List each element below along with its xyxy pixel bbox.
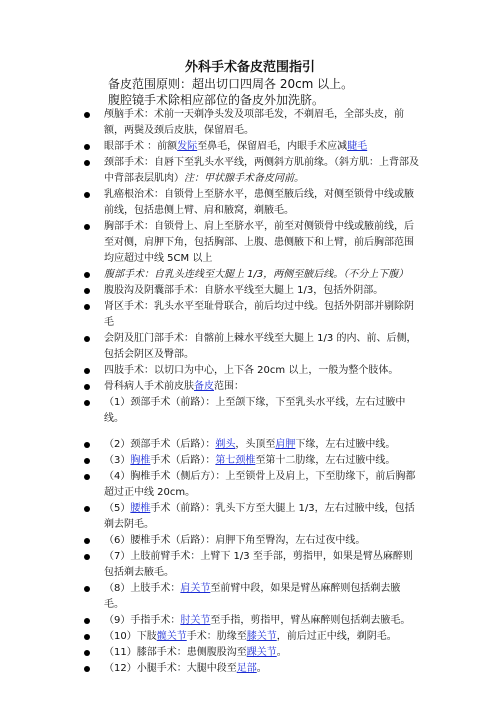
item-text: （11）膝部手术：患侧腹股沟至 [104, 647, 247, 658]
item-text: 四肢手术：以切口为中心，上下各 20cm 以上，一般为整个肢体。 [104, 365, 399, 376]
bullet-icon [84, 442, 90, 448]
bullet-icon [84, 336, 90, 342]
item-text: 下缘，左右过腋中线。 [295, 439, 396, 450]
item-text: 胸部手术：自锁骨上、肩上至脐水平，前至对侧锁骨中线或腋前线，后至对侧，肩胛下角，包括胸部、上腹、患侧腋下和上臂，前后胸部范围均应超过中线 5CM 以上 [104, 221, 414, 264]
item-text: （10）下肢 [104, 631, 157, 642]
item-text: 手术（后路）： [150, 455, 216, 466]
bullet-icon [84, 554, 90, 560]
bullet-icon [84, 586, 90, 592]
list-item [84, 549, 419, 581]
item-text: 会阴及肛门部手术：自髂前上棘水平线至大腿上 1/3 的内、前、后侧，包括会阴区及臀部。 [104, 333, 417, 360]
item-text: （8）上肢手术： [104, 583, 181, 594]
bullet-icon [84, 112, 90, 118]
item-text: 至第十二肋缘，左右过腋中线。 [255, 455, 396, 466]
item-text: 。 [276, 647, 287, 658]
list-item [84, 501, 419, 533]
glossary-link[interactable]: 发际 [177, 141, 198, 152]
item-text: 腹股沟及阴囊部手术：自脐水平线至大腿上 1/3，包括外阴部。 [104, 285, 384, 296]
bullet-icon [84, 144, 90, 150]
item-text: （4）胸椎手术（侧后方）：上至锁骨上及肩上，下至肋缘下，前后胸都超过正中线 20cm。 [104, 471, 416, 498]
item-text: ，头顶至 [235, 439, 276, 450]
list-item [84, 299, 419, 331]
bullet-icon [84, 506, 90, 512]
list-item [84, 139, 419, 155]
item-text: 眼部手术 ：前额 [104, 141, 178, 152]
list-item [84, 437, 419, 453]
list-item [84, 107, 419, 139]
list-item [84, 629, 419, 645]
item-text: 颅脑手术：术前一天剃净头发及项部毛发，不剃眉毛，全部头皮，前额，两鬓及颈后皮肤，保留眉毛。 [104, 109, 404, 136]
item-text: （3） [104, 455, 131, 466]
bullet-icon [84, 650, 90, 656]
intro-laparoscopy: 腹腔镜手术除相应部位的备皮外加洗脐。 [108, 93, 325, 107]
glossary-link[interactable]: 睫毛 [347, 141, 368, 152]
item-text: （1）颈部手术（前路）：上至颌下缘，下至乳头水平线，左右过腋中线。 [104, 397, 406, 424]
list-item [84, 379, 419, 395]
bullet-icon [84, 192, 90, 198]
list-item [84, 661, 419, 677]
bullet-icon [84, 368, 90, 374]
document-title: 外科手术备皮范围指引 [184, 60, 315, 75]
list-item [84, 363, 419, 379]
item-text: 肾区手术：乳头水平至耻骨联合，前后均过中线。包括外阴部并剔除阴毛 [104, 301, 414, 328]
prep-range-list [84, 107, 419, 677]
item-text: （9）手指手术： [104, 615, 181, 626]
glossary-link[interactable]: 髋关节 [156, 631, 187, 642]
list-item [84, 533, 419, 549]
glossary-link[interactable]: 第七颈椎 [215, 455, 256, 466]
item-text: （5） [104, 503, 131, 514]
item-text: 颈部手术：自唇下至乳头水平线，两侧斜方肌前缘。（斜方肌：上背部及中背部表层肌肉） [104, 157, 419, 184]
bullet-icon [84, 458, 90, 464]
list-item [84, 155, 419, 187]
list-item [84, 645, 419, 661]
bullet-icon [84, 538, 90, 544]
item-text: 范围： [214, 381, 244, 392]
item-text: 。 [256, 663, 267, 674]
glossary-link[interactable]: 备皮 [194, 381, 214, 392]
intro-principle: 备皮范围原则：超出切口四周各 20cm 以上。 [108, 77, 354, 91]
bullet-icon [84, 400, 90, 406]
list-item [84, 469, 419, 501]
item-text: （7）上肢前臂手术：上臂下 1/3 至手部，剪指甲，如果是臂丛麻醉则包括剃去腋毛。 [104, 551, 413, 578]
list-item [84, 267, 419, 283]
bullet-icon [84, 634, 90, 640]
bullet-icon [84, 618, 90, 624]
item-text: 乳癌根治术：自锁骨上至脐水平，患侧至腋后线，对侧至锁骨中线或腋前线，包括患侧上臂、肩和腋窝，剃腋毛。 [104, 189, 414, 216]
bullet-icon [84, 474, 90, 480]
item-text: 至手指，剪指甲，臂丛麻醉则包括剃去腋毛。 [210, 615, 411, 626]
bullet-icon [84, 288, 90, 294]
list-item [84, 187, 419, 219]
bullet-icon [84, 666, 90, 672]
item-text: 注：甲状腺手术备皮同前。 [184, 173, 304, 184]
item-text: （6）腰椎手术（后路）：肩胛下角至臀沟，左右过夜中线。 [104, 535, 366, 546]
item-text: ，前后过正中线，剃阴毛。 [276, 631, 397, 642]
glossary-link[interactable]: 肩关节 [180, 583, 211, 594]
list-item [84, 395, 419, 427]
glossary-link[interactable]: 踝关节 [246, 647, 277, 658]
item-text: 至前臂中段，如果是臂丛麻醉则包括剃去腋毛。 [104, 583, 401, 610]
glossary-link[interactable]: 剃头 [215, 439, 236, 450]
item-text: 手术：肋缘至 [186, 631, 247, 642]
item-text: 至鼻毛，保留眉毛，内眼手术应减 [197, 141, 348, 152]
list-item [84, 219, 419, 267]
bullet-icon [84, 272, 90, 278]
glossary-link[interactable]: 足部 [236, 663, 257, 674]
bullet-icon [84, 224, 90, 230]
list-item [84, 613, 419, 629]
list-item [84, 283, 419, 299]
glossary-link[interactable]: 胸椎 [130, 455, 151, 466]
bullet-icon [84, 384, 90, 390]
item-text: （2）颈部手术（后路）： [104, 439, 216, 450]
glossary-link[interactable]: 肘关节 [180, 615, 211, 626]
item-text: 腹部手术：自乳头连线至大腿上 1/3，两侧至腋后线。（不分上下腹） [104, 269, 409, 280]
bullet-icon [84, 304, 90, 310]
glossary-link[interactable]: 肩胛 [275, 439, 296, 450]
item-text: （12）小腿手术：大腿中段至 [104, 663, 237, 674]
item-text: 手术（前路）：乳头下方至大腿上 1/3，左右过腋中线，包括剃去阴毛。 [104, 503, 415, 530]
list-item [84, 581, 419, 613]
glossary-link[interactable]: 膝关节 [246, 631, 277, 642]
item-text: 骨科病人手术前皮肤 [104, 381, 194, 392]
glossary-link[interactable]: 腰椎 [130, 503, 151, 514]
bullet-icon [84, 160, 90, 166]
list-item [84, 331, 419, 363]
list-item [84, 453, 419, 469]
